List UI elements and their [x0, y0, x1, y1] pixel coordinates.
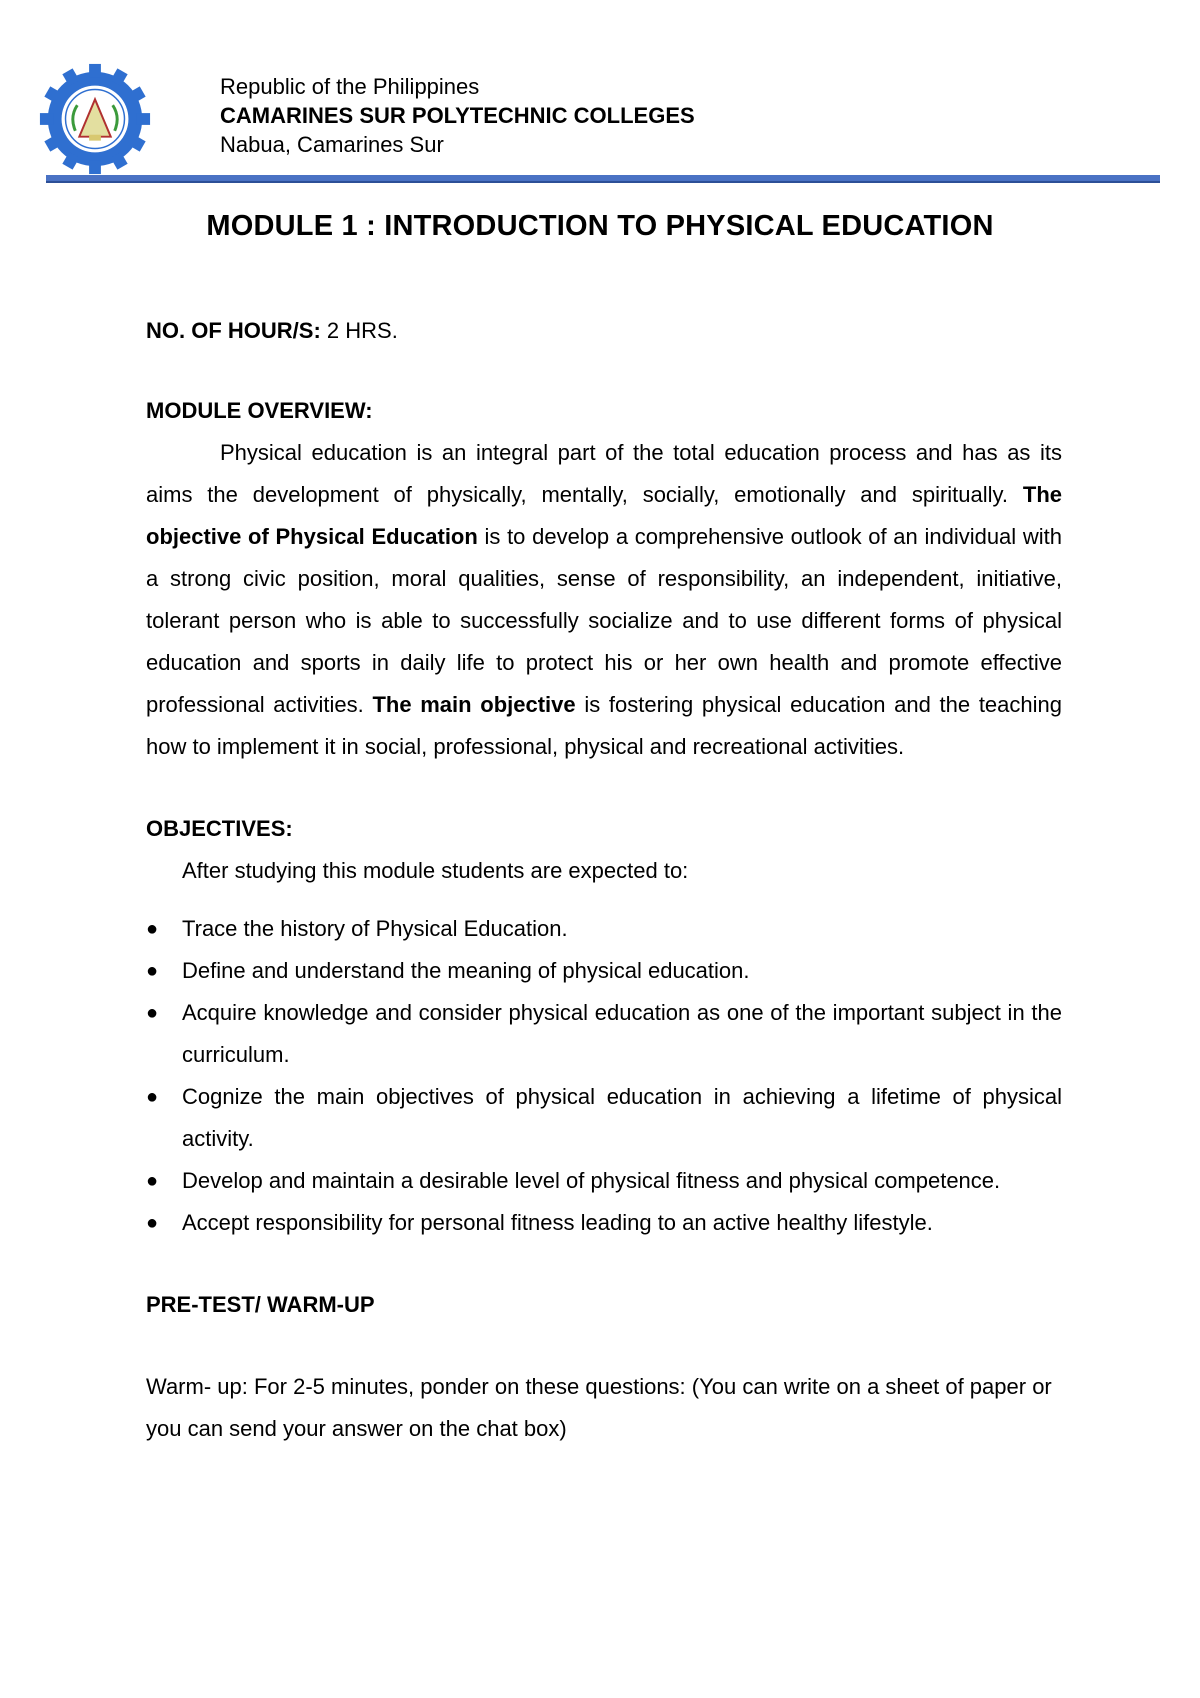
overview-heading: MODULE OVERVIEW: — [146, 398, 373, 423]
hours-value: 2 HRS. — [320, 318, 398, 343]
header-divider — [46, 175, 1160, 183]
bullet-icon: ● — [146, 1212, 159, 1234]
bullet-icon: ● — [146, 1002, 159, 1024]
institution-name: CAMARINES SUR POLYTECHNIC COLLEGES — [220, 103, 695, 128]
institution-header — [220, 72, 695, 159]
overview-text-3: is fostering physical education and the teaching how to implement it in social, professional, physical and recreational activities. — [146, 692, 1062, 759]
republic-line: Republic of the Philippines — [220, 74, 480, 99]
bullet-icon: ● — [146, 1170, 159, 1192]
overview-bold-1: The objective of Physical Education — [146, 482, 1062, 549]
pretest-heading: PRE-TEST/ WARM-UP — [146, 1292, 375, 1317]
module-title: MODULE 1 : INTRODUCTION TO PHYSICAL EDUCATION — [206, 210, 994, 242]
warmup-instructions: Warm- up: For 2-5 minutes, ponder on these questions: (You can write on a sheet of paper or you can send your answer on the chat box) — [146, 1374, 1052, 1441]
objectives-intro: After studying this module students are expected to: — [182, 858, 689, 883]
list-item: ● Acquire knowledge and consider physical education as one of the important subject in the curriculum. — [146, 992, 1062, 1076]
institution-location: Nabua, Camarines Sur — [220, 132, 444, 157]
college-seal-gear-icon — [36, 60, 154, 178]
bullet-icon: ● — [146, 918, 159, 940]
list-item: ● Accept responsibility for personal fitness leading to an active healthy lifestyle. — [146, 1202, 1062, 1244]
hours-line — [146, 310, 1062, 352]
objectives-heading: OBJECTIVES: — [146, 816, 293, 841]
overview-paragraph — [146, 432, 1062, 768]
list-item: ● Cognize the main objectives of physical education in achieving a lifetime of physical activity. — [146, 1076, 1062, 1160]
list-item: ● Define and understand the meaning of physical education. — [146, 950, 1062, 992]
overview-text-1: Physical education is an integral part of the total education process and has as its aims the development of physically, mentally, socially, emotionally and spiritually. — [146, 440, 1062, 507]
bullet-icon: ● — [146, 960, 159, 982]
hours-label: NO. OF HOUR/S: — [146, 318, 321, 343]
bullet-icon: ● — [146, 1086, 159, 1108]
overview-bold-2: The main objective — [372, 692, 576, 717]
list-item: ● Trace the history of Physical Education. — [146, 908, 1062, 950]
module-content — [146, 310, 1062, 1450]
overview-text-2: is to develop a comprehensive outlook of an individual with a strong civic position, moral qualities, sense of responsibility, an independent, initiative, tolerant person who is able to successfully socialize and to use different forms of physical education and sports in daily life to protect his or her own health and promote effective professional activities. — [146, 524, 1062, 717]
objectives-list — [146, 908, 1062, 1244]
list-item: ● Develop and maintain a desirable level of physical fitness and physical competence. — [146, 1160, 1062, 1202]
